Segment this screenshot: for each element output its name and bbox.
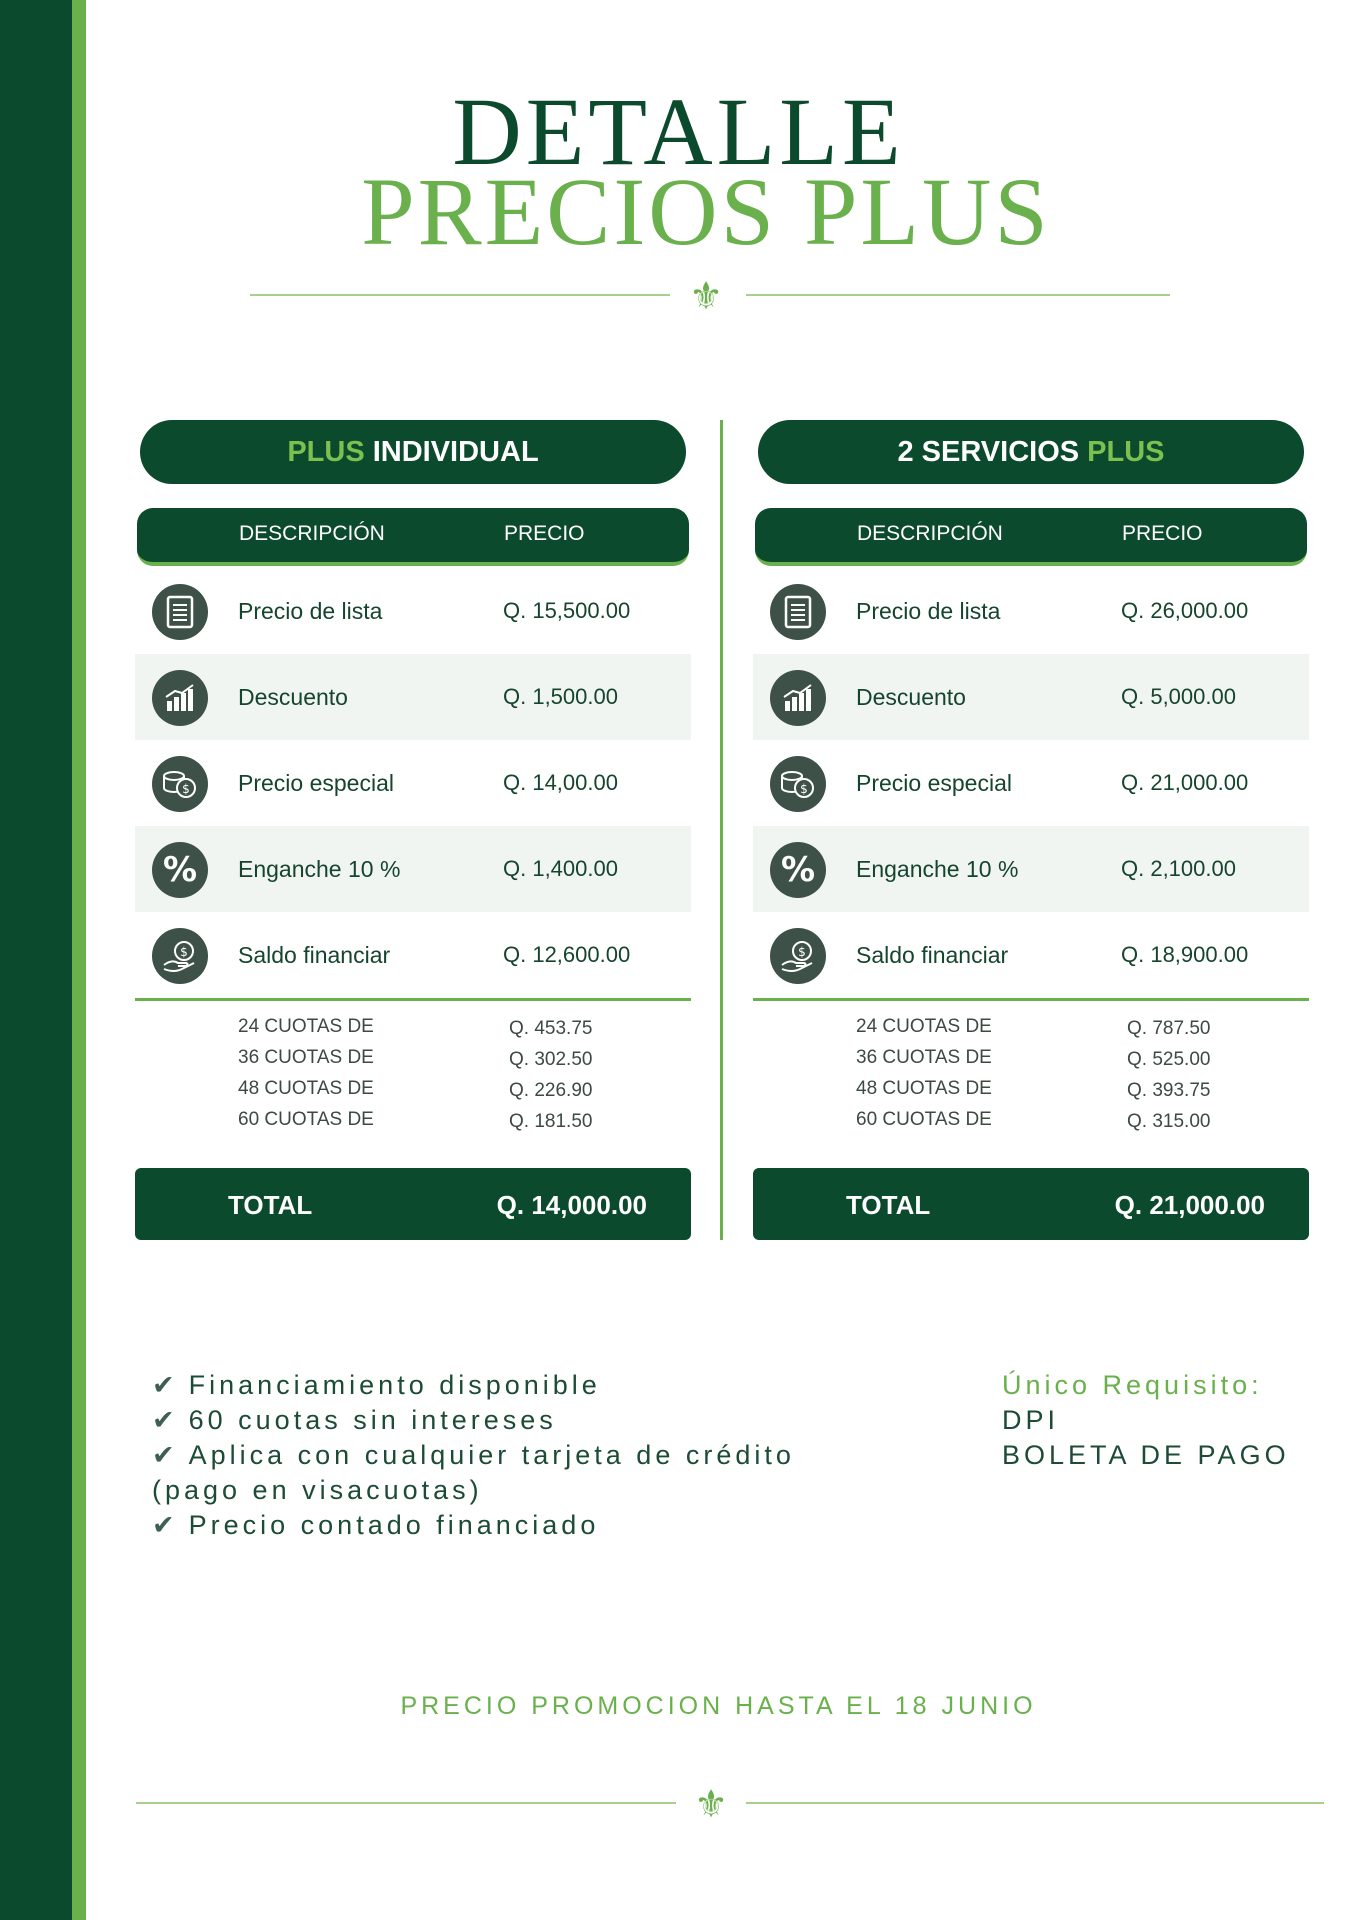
plan-title-pill bbox=[140, 420, 686, 484]
document-list-icon bbox=[152, 584, 208, 640]
bar-chart-icon bbox=[770, 670, 826, 726]
header-divider-right bbox=[746, 294, 1170, 296]
requirement-item: BOLETA DE PAGO bbox=[1002, 1440, 1290, 1470]
price-table bbox=[753, 568, 1309, 998]
plan-title-pill bbox=[758, 420, 1304, 484]
row-label: Precio especial bbox=[238, 770, 394, 796]
feature-text: Aplica con cualquier tarjeta de crédito bbox=[188, 1440, 795, 1470]
footer-divider-right bbox=[746, 1802, 1324, 1804]
plan-title-main: 2 SERVICIOS bbox=[897, 436, 1080, 468]
row-label: Precio de lista bbox=[856, 598, 1001, 624]
checkmark-icon: ✔ bbox=[152, 1405, 175, 1436]
plan-title-main: INDIVIDUAL bbox=[372, 436, 539, 468]
table-row bbox=[135, 568, 691, 654]
list-item bbox=[753, 1072, 1309, 1103]
table-header bbox=[755, 508, 1307, 566]
total-label: TOTAL bbox=[228, 1190, 313, 1220]
plan-title-accent: PLUS bbox=[287, 436, 365, 468]
column-header-description: DESCRIPCIÓN bbox=[857, 522, 1003, 545]
requirements-block bbox=[1002, 1368, 1290, 1473]
installment-label: 24 CUOTAS DE bbox=[856, 1016, 992, 1037]
features-list bbox=[152, 1368, 852, 1543]
table-row bbox=[753, 826, 1309, 912]
row-label: Precio especial bbox=[856, 770, 1012, 796]
column-header-price: PRECIO bbox=[504, 522, 585, 545]
requirements-heading: Único Requisito: bbox=[1002, 1370, 1263, 1400]
feature-item bbox=[152, 1438, 852, 1473]
svg-text:$: $ bbox=[798, 945, 806, 959]
row-label: Saldo financiar bbox=[238, 942, 391, 968]
installment-value: Q. 302.50 bbox=[509, 1049, 593, 1070]
svg-text:$: $ bbox=[182, 782, 190, 796]
installment-label: 24 CUOTAS DE bbox=[238, 1016, 374, 1037]
list-item bbox=[753, 1041, 1309, 1072]
row-label: Saldo financiar bbox=[856, 942, 1009, 968]
total-bar bbox=[135, 1168, 691, 1240]
price-table bbox=[135, 568, 691, 998]
table-separator bbox=[753, 998, 1309, 1001]
list-item bbox=[135, 1010, 691, 1041]
panel-divider bbox=[720, 420, 723, 1240]
table-row bbox=[135, 654, 691, 740]
installment-label: 36 CUOTAS DE bbox=[238, 1047, 374, 1068]
installment-label: 48 CUOTAS DE bbox=[856, 1078, 992, 1099]
installment-value: Q. 315.00 bbox=[1127, 1111, 1211, 1132]
row-label: Enganche 10 % bbox=[238, 856, 401, 882]
coins-icon bbox=[770, 756, 826, 812]
total-label: TOTAL bbox=[846, 1190, 931, 1220]
installment-label: 48 CUOTAS DE bbox=[238, 1078, 374, 1099]
installment-label: 60 CUOTAS DE bbox=[238, 1109, 374, 1130]
checkmark-icon: ✔ bbox=[152, 1440, 175, 1471]
installments-list bbox=[135, 1010, 691, 1134]
feature-item-continuation: (pago en visacuotas) bbox=[152, 1475, 483, 1505]
coins-icon bbox=[152, 756, 208, 812]
row-value: Q. 21,000.00 bbox=[1121, 770, 1249, 795]
total-value: Q. 21,000.00 bbox=[1114, 1190, 1265, 1220]
list-item bbox=[753, 1010, 1309, 1041]
installment-value: Q. 787.50 bbox=[1127, 1018, 1211, 1039]
footer-divider-left bbox=[136, 1802, 676, 1804]
sidebar-stripe-light bbox=[72, 0, 86, 1920]
installments-list bbox=[753, 1010, 1309, 1134]
total-value: Q. 14,000.00 bbox=[496, 1190, 647, 1220]
feature-text: 60 cuotas sin intereses bbox=[188, 1405, 557, 1435]
table-separator bbox=[135, 998, 691, 1001]
document-list-icon bbox=[770, 584, 826, 640]
column-header-description: DESCRIPCIÓN bbox=[239, 522, 385, 545]
row-value: Q. 15,500.00 bbox=[503, 598, 631, 623]
row-value: Q. 12,600.00 bbox=[503, 942, 631, 967]
row-value: Q. 18,900.00 bbox=[1121, 942, 1249, 967]
page-title-line2: PRECIOS PLUS bbox=[361, 158, 1051, 265]
checkmark-icon: ✔ bbox=[152, 1370, 175, 1401]
bar-chart-icon bbox=[152, 670, 208, 726]
list-item bbox=[135, 1072, 691, 1103]
installment-value: Q. 393.75 bbox=[1127, 1080, 1211, 1101]
feature-item bbox=[152, 1403, 852, 1438]
sidebar-stripe-dark bbox=[0, 0, 72, 1920]
table-row bbox=[753, 568, 1309, 654]
feature-text: Financiamiento disponible bbox=[188, 1370, 601, 1400]
row-value: Q. 14,00.00 bbox=[503, 770, 618, 795]
row-value: Q. 5,000.00 bbox=[1121, 684, 1236, 709]
plan-title-accent: PLUS bbox=[1087, 436, 1165, 468]
percent-icon: % bbox=[152, 842, 208, 898]
row-label: Descuento bbox=[856, 684, 966, 710]
feature-item bbox=[152, 1368, 852, 1403]
list-item bbox=[135, 1041, 691, 1072]
svg-text:$: $ bbox=[180, 945, 188, 959]
row-label: Descuento bbox=[238, 684, 348, 710]
svg-text:$: $ bbox=[800, 782, 808, 796]
promo-text: PRECIO PROMOCION HASTA EL 18 JUNIO bbox=[400, 1692, 1037, 1720]
feature-item bbox=[152, 1508, 852, 1543]
row-value: Q. 26,000.00 bbox=[1121, 598, 1249, 623]
table-row bbox=[753, 740, 1309, 826]
table-row bbox=[135, 912, 691, 998]
installment-value: Q. 226.90 bbox=[509, 1080, 593, 1101]
table-row bbox=[135, 740, 691, 826]
fleur-de-lis-icon: ⚜ bbox=[688, 274, 724, 318]
row-value: Q. 1,400.00 bbox=[503, 856, 618, 881]
installment-value: Q. 453.75 bbox=[509, 1018, 593, 1039]
installment-label: 36 CUOTAS DE bbox=[856, 1047, 992, 1068]
table-header bbox=[137, 508, 689, 566]
page-title-line1: DETALLE bbox=[452, 78, 905, 185]
row-value: Q. 1,500.00 bbox=[503, 684, 618, 709]
requirement-item: DPI bbox=[1002, 1405, 1060, 1435]
percent-icon: % bbox=[770, 842, 826, 898]
row-label: Precio de lista bbox=[238, 598, 383, 624]
row-label: Enganche 10 % bbox=[856, 856, 1019, 882]
installment-label: 60 CUOTAS DE bbox=[856, 1109, 992, 1130]
installment-value: Q. 525.00 bbox=[1127, 1049, 1211, 1070]
list-item bbox=[135, 1103, 691, 1134]
hand-coin-icon bbox=[770, 928, 826, 984]
column-header-price: PRECIO bbox=[1122, 522, 1203, 545]
fleur-de-lis-icon: ⚜ bbox=[693, 1782, 729, 1826]
list-item bbox=[753, 1103, 1309, 1134]
table-row bbox=[135, 826, 691, 912]
checkmark-icon: ✔ bbox=[152, 1510, 175, 1541]
installment-value: Q. 181.50 bbox=[509, 1111, 593, 1132]
total-bar bbox=[753, 1168, 1309, 1240]
feature-text: Precio contado financiado bbox=[188, 1510, 600, 1540]
table-row bbox=[753, 654, 1309, 740]
header-divider-left bbox=[250, 294, 670, 296]
row-value: Q. 2,100.00 bbox=[1121, 856, 1236, 881]
hand-coin-icon bbox=[152, 928, 208, 984]
table-row bbox=[753, 912, 1309, 998]
